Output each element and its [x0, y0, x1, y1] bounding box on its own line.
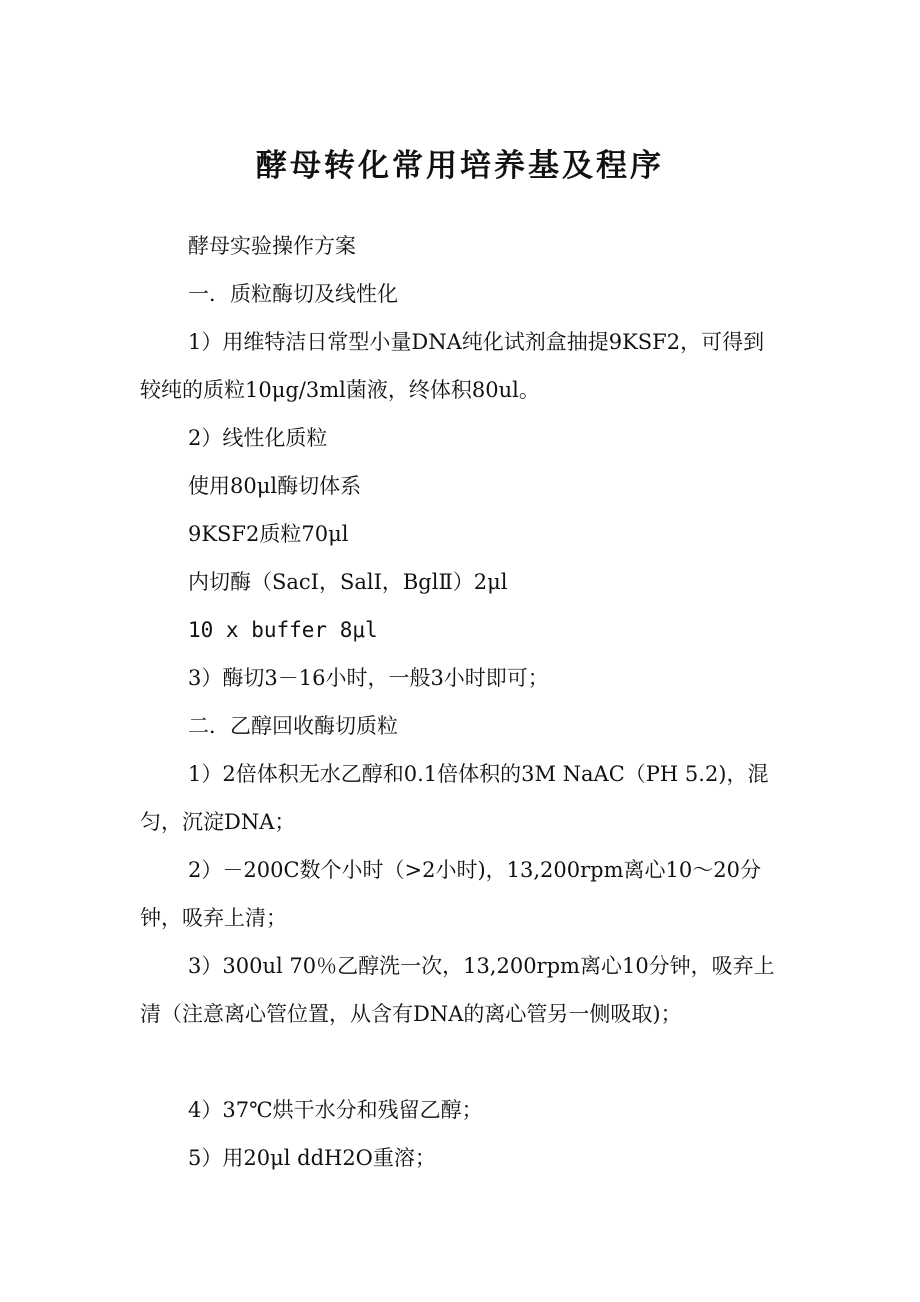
paragraph-reaction-system: 使用80μl酶切体系	[188, 474, 362, 498]
paragraph-step-2-5: 5）用20μl ddH2O重溶；	[188, 1146, 436, 1170]
section-heading-1: 一．质粒酶切及线性化	[188, 282, 398, 306]
paragraph-step-1-1: 1）用维特洁日常型小量DNA纯化试剂盒抽提9KSF2，可得到较纯的质粒10μg/3ml菌液，终体积80ul。	[140, 330, 765, 402]
paragraph-enzymes: 内切酶（SacI，SalI，BglⅡ）2μl	[188, 570, 508, 594]
paragraph-step-2-3: 3）300ul 70％乙醇洗一次，13,200rpm离心10分钟，吸弃上清（注意离心管位置，从含有DNA的离心管另一侧吸取)；	[140, 954, 775, 1026]
paragraph-step-1-2: 2）线性化质粒	[188, 426, 328, 450]
paragraph-step-2-2: 2）－200C数个小时（>2小时)，13,200rpm离心10～20分钟，吸弃上清；	[140, 858, 761, 930]
document-title: 酵母转化常用培养基及程序	[256, 148, 664, 184]
paragraph-intro: 酵母实验操作方案	[188, 234, 356, 258]
paragraph-step-2-4: 4）37℃烘干水分和残留乙醇；	[188, 1098, 483, 1122]
paragraph-step-1-3: 3）酶切3－16小时，一般3小时即可；	[188, 666, 549, 690]
paragraph-step-2-1: 1）2倍体积无水乙醇和0.1倍体积的3M NaAC（PH 5.2)，混匀，沉淀DNA；	[140, 762, 769, 834]
section-heading-2: 二．乙醇回收酶切质粒	[188, 714, 398, 738]
paragraph-plasmid-volume: 9KSF2质粒70μl	[188, 522, 349, 546]
paragraph-buffer: 10 x buffer 8μl	[188, 618, 378, 642]
